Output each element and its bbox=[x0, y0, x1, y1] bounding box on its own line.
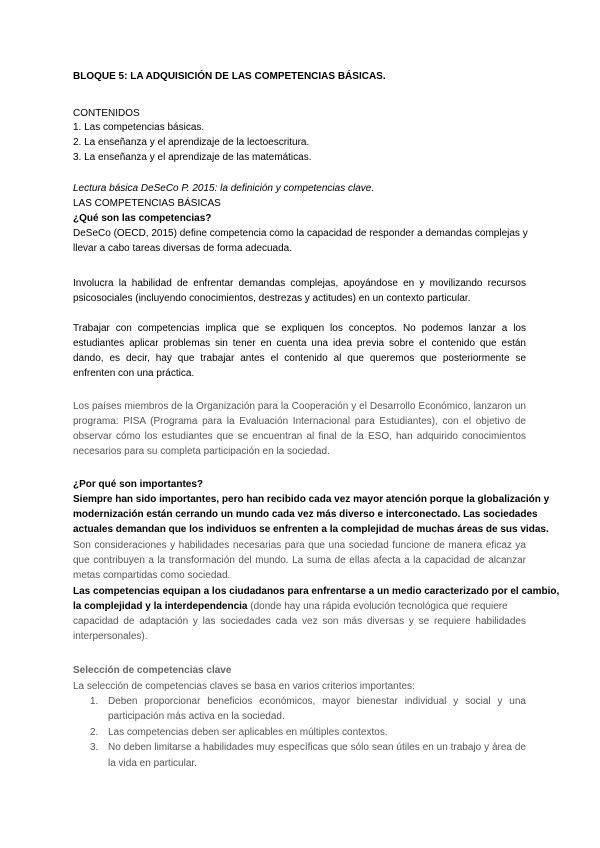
paragraph-line: capacidad de adaptación y las sociedades cada vez son más diversas y se requiere habilidades bbox=[73, 616, 526, 627]
list-item: participación más activa en la sociedad. bbox=[108, 711, 285, 722]
contents-title: CONTENIDOS bbox=[73, 108, 140, 119]
paragraph-line: dando, es decir, hay que trabajar antes el contenido al que queremos que posteriormente se bbox=[73, 353, 526, 364]
contents-item: 3. La enseñanza y el aprendizaje de las matemáticas. bbox=[73, 152, 312, 163]
section-title: Selección de competencias clave bbox=[73, 665, 232, 676]
section-question: ¿Qué son las competencias? bbox=[73, 213, 212, 224]
paragraph-line: llevar a cabo tareas diversas de forma adecuada. bbox=[73, 243, 293, 254]
list-item: No deben limitarse a habilidades muy específicas que sólo sean útiles en un trabajo y área de bbox=[108, 742, 526, 753]
paragraph-line: Involucra la habilidad de enfrentar demandas complejas, apoyándose en y movilizando recursos bbox=[73, 278, 526, 289]
paragraph-line: Los países miembros de la Organización para la Cooperación y el Desarrollo Económico, lanzaron un bbox=[73, 401, 526, 412]
paragraph-line: programa: PISA (Programa para la Evaluación Internacional para Estudiantes), con el objetivo de bbox=[73, 416, 526, 427]
contents-item: 2. La enseñanza y el aprendizaje de la lectoescritura. bbox=[73, 137, 310, 148]
list-number: 1. bbox=[90, 696, 99, 707]
section-question: ¿Por qué son importantes? bbox=[73, 479, 204, 490]
section-title: LAS COMPETENCIAS BÁSICAS bbox=[73, 198, 221, 209]
reading-reference: Lectura básica DeSeCo P. 2015: la definición y competencias clave. bbox=[73, 183, 375, 194]
paragraph-line: metas compartidas como sociedad. bbox=[73, 570, 231, 581]
paragraph-line: observar cómo los estudiantes que se encuentran al final de la ESO, han adquirido conocimientos bbox=[73, 431, 526, 442]
list-item: Deben proporcionar beneficios económicos, mayor bienestar individual y social y una bbox=[108, 696, 526, 707]
list-number: 2. bbox=[90, 727, 99, 738]
paragraph-continuation: (donde hay una rápida evolución tecnológica que requiere bbox=[247, 601, 508, 612]
paragraph-line: Son consideraciones y habilidades necesarias para que una sociedad funcione de manera eficaz ya bbox=[73, 540, 526, 551]
list-item: Las competencias deben ser aplicables en múltiples contextos. bbox=[108, 727, 388, 738]
paragraph-line: psicosociales (incluyendo conocimientos, destrezas y actitudes) en un contexto particular. bbox=[73, 293, 471, 304]
contents-item: 1. Las competencias básicas. bbox=[73, 122, 205, 133]
paragraph-line: modernización están cerrando un mundo cada vez más diverso e interconectado. Las sociedades bbox=[73, 509, 538, 520]
paragraph-line: Siempre han sido importantes, pero han recibido cada vez mayor atención porque la globalización y bbox=[73, 494, 550, 505]
paragraph-line bbox=[73, 600, 508, 614]
list-number: 3. bbox=[90, 742, 99, 753]
paragraph-line: actuales demandan que los individuos se enfrenten a la complejidad de muchas áreas de sus vidas. bbox=[73, 524, 549, 535]
list-item: la vida en particular. bbox=[108, 758, 197, 769]
paragraph-line: que contribuyen a la transformación del mundo. La suma de ellas afecta a la capacidad de alcanzar bbox=[73, 555, 526, 566]
section-intro: La selección de competencias claves se basa en varios criterios importantes: bbox=[73, 681, 415, 692]
paragraph-emphasis: la complejidad y la interdependencia bbox=[73, 601, 248, 612]
paragraph-line: DeSeCo (OECD, 2015) define competencia como la capacidad de responder a demandas complejas y bbox=[73, 228, 528, 239]
paragraph-line: Trabajar con competencias implica que se expliquen los conceptos. No podemos lanzar a los bbox=[73, 323, 526, 334]
document-heading: BLOQUE 5: LA ADQUISICIÓN DE LAS COMPETENCIAS BÁSICAS. bbox=[73, 71, 386, 82]
paragraph-line: interpersonales). bbox=[73, 631, 148, 642]
paragraph-line: necesarios para su completa participación en la sociedad. bbox=[73, 446, 330, 457]
paragraph-line: enfrenten con una práctica. bbox=[73, 368, 195, 379]
paragraph-line: Las competencias equipan a los ciudadanos para enfrentarse a un medio caracterizado por el cambio, bbox=[73, 586, 560, 597]
paragraph-line: estudiantes aplicar problemas sin tener en cuenta una idea previa sobre el contenido que están bbox=[73, 338, 526, 349]
